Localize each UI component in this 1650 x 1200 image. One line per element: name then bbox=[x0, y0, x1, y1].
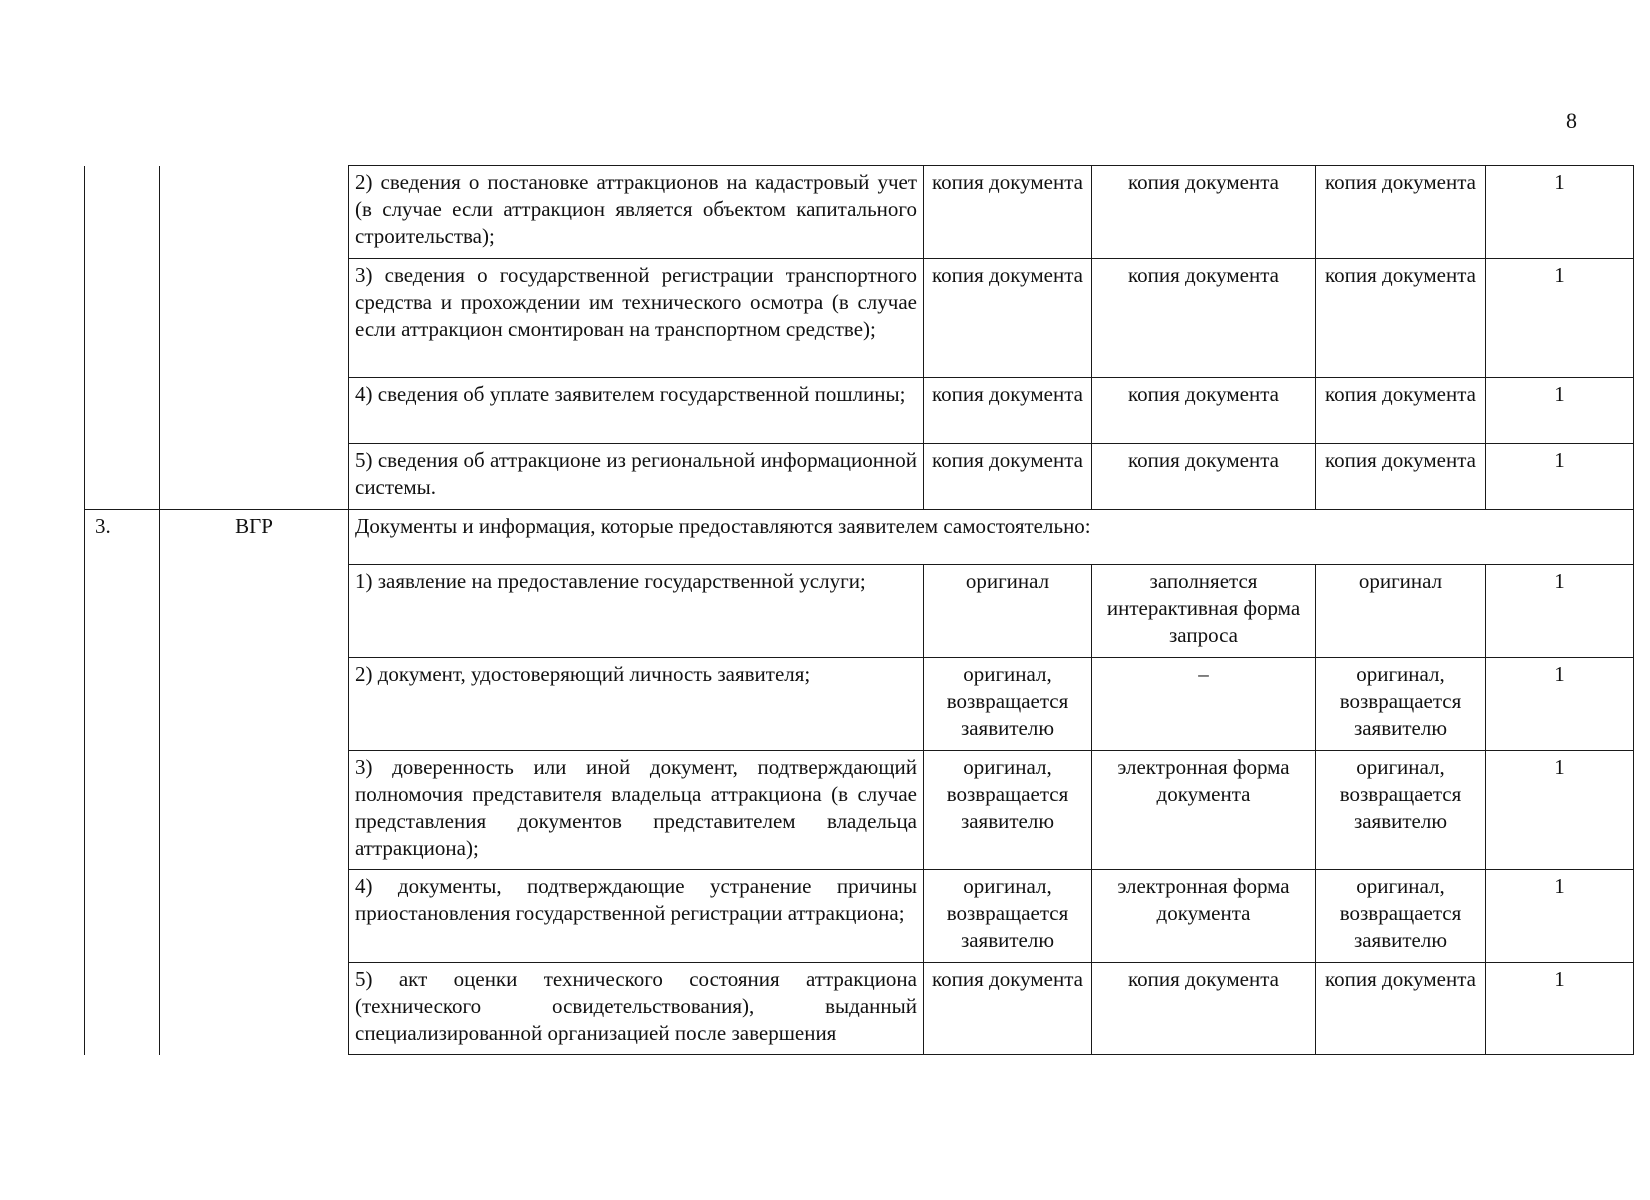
quantity-cell: 1 bbox=[1486, 751, 1634, 870]
quantity-cell: 1 bbox=[1486, 658, 1634, 751]
code-cell bbox=[160, 751, 349, 870]
section-number: 3. bbox=[85, 510, 160, 565]
number-cell bbox=[85, 751, 160, 870]
quantity-cell: 1 bbox=[1486, 963, 1634, 1055]
code-cell bbox=[160, 870, 349, 963]
code-cell bbox=[160, 658, 349, 751]
electronic-cell: копия документа bbox=[1092, 963, 1316, 1055]
description-cell: 5) сведения об аттракционе из региональной информационной системы. bbox=[349, 444, 924, 510]
electronic-cell: заполняется интерактивная форма запроса bbox=[1092, 565, 1316, 658]
electronic-cell: электронная форма документа bbox=[1092, 870, 1316, 963]
code-cell bbox=[160, 963, 349, 1055]
code-cell bbox=[160, 378, 349, 444]
electronic-cell: копия документа bbox=[1092, 444, 1316, 510]
paper-cell: оригинал, возвращается заявителю bbox=[1316, 751, 1486, 870]
quantity-cell: 1 bbox=[1486, 565, 1634, 658]
quantity-cell: 1 bbox=[1486, 444, 1634, 510]
number-cell bbox=[85, 565, 160, 658]
section-header-row bbox=[85, 510, 1634, 565]
number-cell bbox=[85, 166, 160, 259]
section-heading: Документы и информация, которые предоставляются заявителем самостоятельно: bbox=[349, 510, 1634, 565]
quantity-cell: 1 bbox=[1486, 259, 1634, 378]
table-row bbox=[85, 444, 1634, 510]
table-row bbox=[85, 658, 1634, 751]
number-cell bbox=[85, 658, 160, 751]
page-number: 8 bbox=[1566, 108, 1577, 133]
electronic-cell: – bbox=[1092, 658, 1316, 751]
code-cell bbox=[160, 259, 349, 378]
number-cell bbox=[85, 444, 160, 510]
description-cell: 2) документ, удостоверяющий личность заявителя; bbox=[349, 658, 924, 751]
form-cell: копия документа bbox=[924, 259, 1092, 378]
form-cell: копия документа bbox=[924, 444, 1092, 510]
paper-cell: оригинал, возвращается заявителю bbox=[1316, 870, 1486, 963]
number-cell bbox=[85, 963, 160, 1055]
table-row bbox=[85, 378, 1634, 444]
paper-cell: оригинал, возвращается заявителю bbox=[1316, 658, 1486, 751]
code-cell bbox=[160, 444, 349, 510]
paper-cell: копия документа bbox=[1316, 378, 1486, 444]
electronic-cell: копия документа bbox=[1092, 166, 1316, 259]
number-cell bbox=[85, 378, 160, 444]
description-cell: 3) доверенность или иной документ, подтверждающий полномочия представителя владельца аттракциона (в случае представления документов представителем владельца аттракциона); bbox=[349, 751, 924, 870]
paper-cell: копия документа bbox=[1316, 963, 1486, 1055]
paper-cell: копия документа bbox=[1316, 166, 1486, 259]
description-cell: 3) сведения о государственной регистрации транспортного средства и прохождении им технического осмотра (в случае если аттракцион смонтирован на транспортном средстве); bbox=[349, 259, 924, 378]
paper-cell: оригинал bbox=[1316, 565, 1486, 658]
table-row bbox=[85, 565, 1634, 658]
code-cell bbox=[160, 166, 349, 259]
form-cell: оригинал, возвращается заявителю bbox=[924, 658, 1092, 751]
table-row bbox=[85, 870, 1634, 963]
description-cell: 1) заявление на предоставление государственной услуги; bbox=[349, 565, 924, 658]
table-row bbox=[85, 963, 1634, 1055]
table-row bbox=[85, 166, 1634, 259]
form-cell: копия документа bbox=[924, 166, 1092, 259]
form-cell: копия документа bbox=[924, 963, 1092, 1055]
electronic-cell: электронная форма документа bbox=[1092, 751, 1316, 870]
description-cell: 5) акт оценки технического состояния аттракциона (технического освидетельствования), выданный специализированной организацией после завершения bbox=[349, 963, 924, 1055]
documents-table bbox=[84, 165, 1634, 1055]
number-cell bbox=[85, 870, 160, 963]
form-cell: оригинал, возвращается заявителю bbox=[924, 751, 1092, 870]
form-cell: копия документа bbox=[924, 378, 1092, 444]
quantity-cell: 1 bbox=[1486, 870, 1634, 963]
description-cell: 4) документы, подтверждающие устранение причины приостановления государственной регистрации аттракциона; bbox=[349, 870, 924, 963]
quantity-cell: 1 bbox=[1486, 166, 1634, 259]
quantity-cell: 1 bbox=[1486, 378, 1634, 444]
code-cell bbox=[160, 565, 349, 658]
description-cell: 4) сведения об уплате заявителем государственной пошлины; bbox=[349, 378, 924, 444]
form-cell: оригинал, возвращается заявителю bbox=[924, 870, 1092, 963]
section-code: ВГР bbox=[160, 510, 349, 565]
table-row bbox=[85, 751, 1634, 870]
electronic-cell: копия документа bbox=[1092, 378, 1316, 444]
electronic-cell: копия документа bbox=[1092, 259, 1316, 378]
paper-cell: копия документа bbox=[1316, 444, 1486, 510]
table-row bbox=[85, 259, 1634, 378]
number-cell bbox=[85, 259, 160, 378]
description-cell: 2) сведения о постановке аттракционов на кадастровый учет (в случае если аттракцион является объектом капитального строительства); bbox=[349, 166, 924, 259]
form-cell: оригинал bbox=[924, 565, 1092, 658]
paper-cell: копия документа bbox=[1316, 259, 1486, 378]
